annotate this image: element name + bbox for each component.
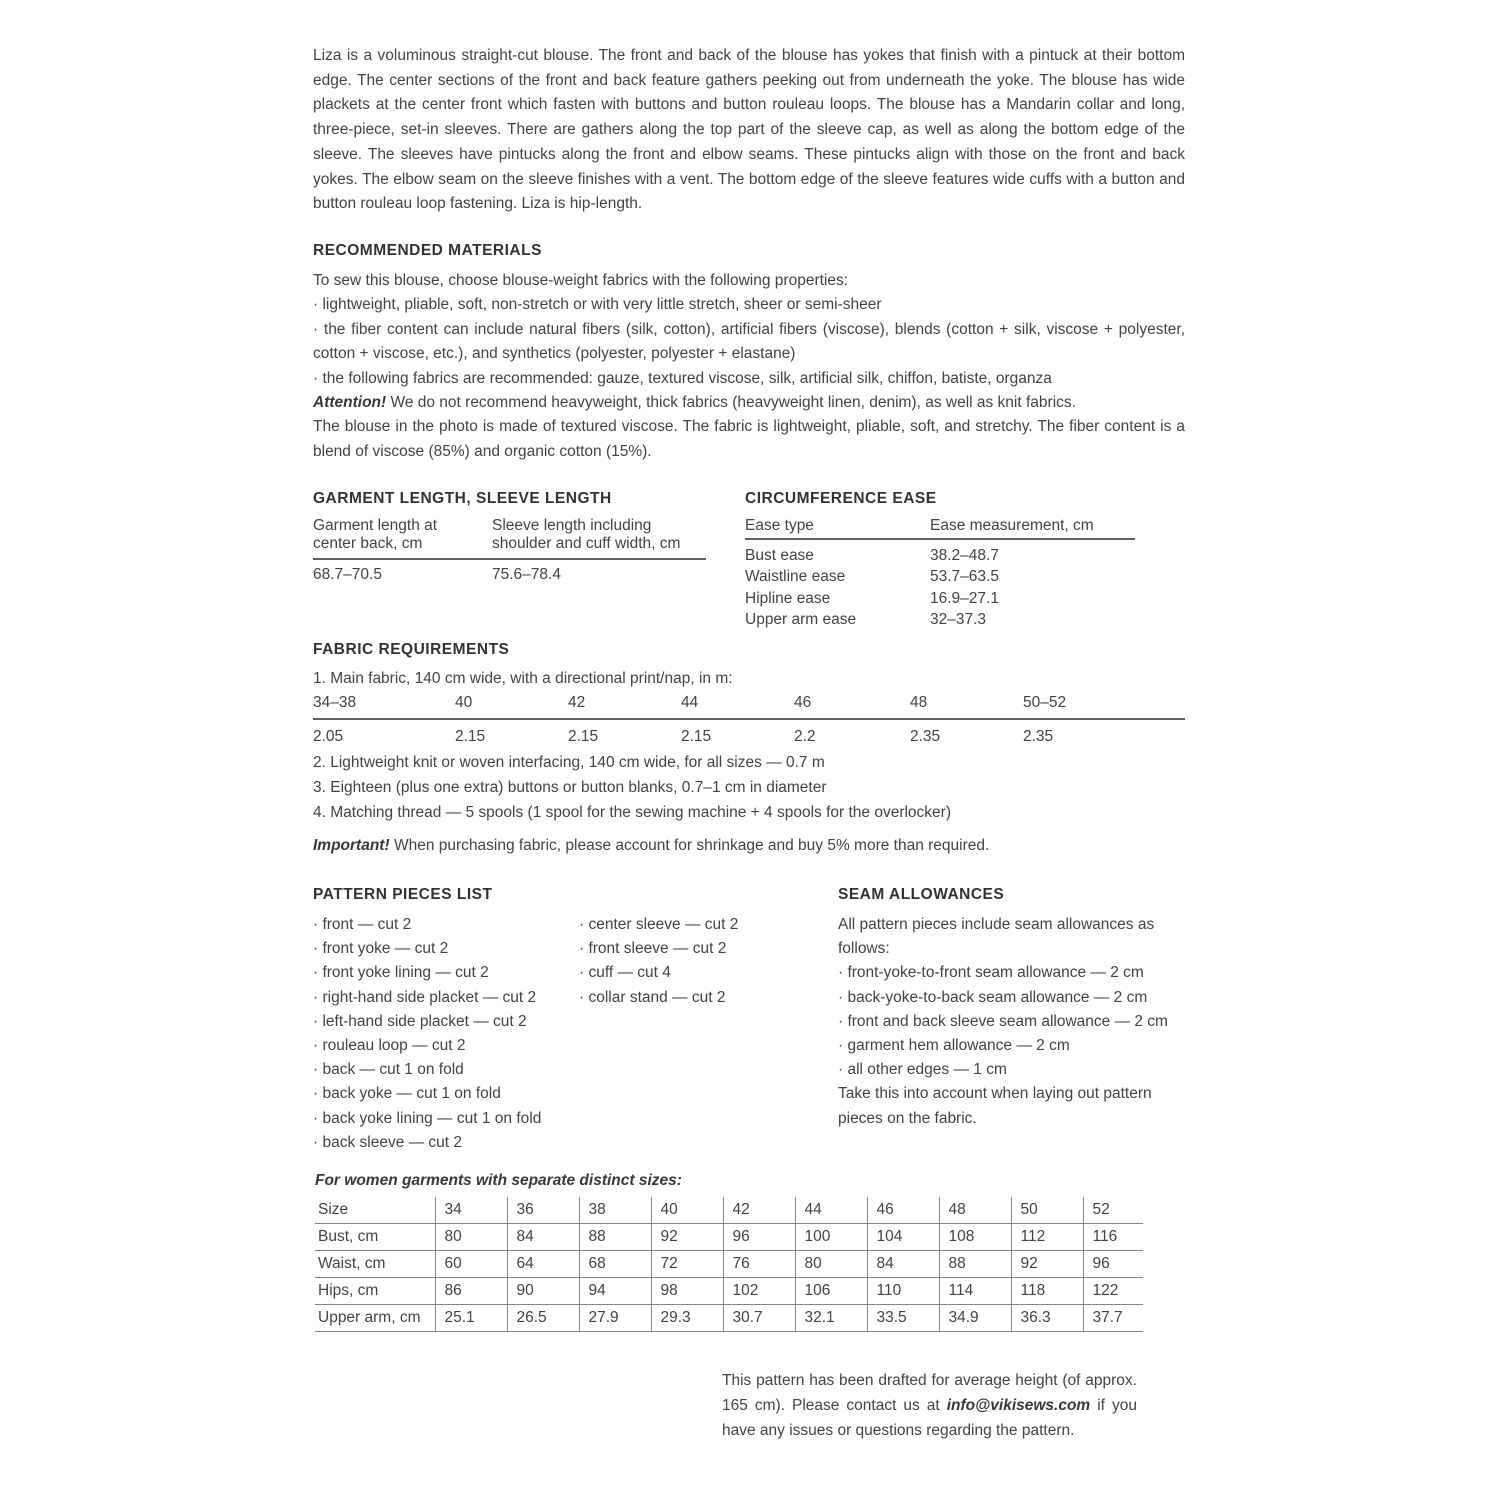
- pieces-and-seams-section: [313, 886, 1185, 1155]
- cell: 32.1: [795, 1305, 867, 1332]
- row-label: Upper arm, cm: [315, 1305, 435, 1332]
- table-row-hips: [315, 1278, 1143, 1305]
- cell: 110: [867, 1278, 939, 1305]
- seam-allowances-intro: All pattern pieces include seam allowances as follows:: [838, 916, 1155, 958]
- ease-value: 32–37.3: [930, 610, 987, 628]
- pattern-piece-item: · back yoke lining — cut 1 on fold: [313, 1109, 542, 1127]
- size-table-section: [315, 1172, 1185, 1332]
- ease-value: 16.9–27.1: [930, 589, 999, 607]
- ease-type: Waistline ease: [745, 568, 846, 586]
- pattern-piece-item: · front — cut 2: [313, 916, 412, 933]
- value-cell: 75.6–78.4: [492, 565, 561, 583]
- seam-allowances-outro: Take this into account when laying out pattern pieces on the fabric.: [838, 1085, 1152, 1127]
- seam-allowance-item: · garment hem allowance — 2 cm: [838, 1037, 1070, 1055]
- cell: 100: [795, 1224, 867, 1251]
- fabric-amount: 2.05: [313, 728, 344, 745]
- recommended-materials-section: [313, 242, 1185, 464]
- table-row-waist: [315, 1251, 1143, 1278]
- cell: 33.5: [867, 1305, 939, 1332]
- fabric-item-4: 4. Matching thread — 5 spools (1 spool for the sewing machine + 4 spools for the overlocker): [313, 804, 951, 822]
- cell: 92: [1011, 1251, 1083, 1278]
- size-header-cell: 40: [651, 1197, 723, 1224]
- size-header-cell: 50: [1011, 1197, 1083, 1224]
- header-rule: [313, 718, 1185, 720]
- materials-bullet: · the following fabrics are recommended: gauze, textured viscose, silk, artificial silk, chiffon, batiste, organza: [313, 369, 1052, 387]
- size-header: 40: [455, 694, 473, 711]
- cell: 108: [939, 1224, 1011, 1251]
- seam-allowances-block: [838, 886, 1185, 1155]
- cell: 37.7: [1083, 1305, 1143, 1332]
- size-header: 48: [910, 694, 928, 711]
- size-table: [315, 1197, 1143, 1332]
- important-note: [313, 837, 1185, 855]
- size-header-cell: 38: [579, 1197, 651, 1224]
- fabric-item-3: 3. Eighteen (plus one extra) buttons or button blanks, 0.7–1 cm in diameter: [313, 779, 827, 797]
- ease-type: Hipline ease: [745, 589, 831, 607]
- size-header: 34–38: [313, 694, 357, 711]
- cell: 102: [723, 1278, 795, 1305]
- important-text: When purchasing fabric, please account for shrinkage and buy 5% more than required.: [389, 837, 990, 854]
- ease-header-row: [745, 517, 1185, 535]
- ease-value: 38.2–48.7: [930, 547, 999, 564]
- cell: 76: [723, 1251, 795, 1278]
- row-label: Bust, cm: [315, 1224, 435, 1251]
- fabric-size-row: [313, 693, 1185, 713]
- cell: 72: [651, 1251, 723, 1278]
- cell: 84: [507, 1224, 579, 1251]
- garment-length-header-row: [313, 517, 745, 553]
- fabric-amount: 2.15: [568, 728, 599, 745]
- seam-allowance-item: · back-yoke-to-back seam allowance — 2 cm: [838, 988, 1148, 1006]
- cell: 112: [1011, 1224, 1083, 1251]
- column-header: Ease measurement, cm: [930, 517, 1094, 534]
- cell: 60: [435, 1251, 507, 1278]
- row-label: Size: [315, 1197, 435, 1224]
- column-header: Garment length at center back, cm: [313, 517, 438, 552]
- circumference-ease-table: [745, 490, 1185, 630]
- cell: 122: [1083, 1278, 1143, 1305]
- pattern-piece-item: · center sleeve — cut 2: [579, 916, 739, 933]
- size-header-cell: 46: [867, 1197, 939, 1224]
- cell: 88: [939, 1251, 1011, 1278]
- materials-bullet: · lightweight, pliable, soft, non-stretch or with very little stretch, sheer or semi-sheer: [313, 296, 882, 314]
- pattern-pieces-list: [313, 886, 838, 1155]
- fabric-amount: 2.35: [1023, 728, 1054, 745]
- header-rule: [313, 558, 706, 560]
- pattern-piece-item: · front sleeve — cut 2: [579, 940, 727, 958]
- size-header-cell: 48: [939, 1197, 1011, 1224]
- pattern-pieces-column-1: [313, 913, 579, 1155]
- footer-note: [722, 1368, 1137, 1444]
- footer-text-before: This pattern has been drafted for average height (of approx. 165 cm). Please contact us at: [722, 1372, 1137, 1415]
- column-header: Sleeve length including shoulder and cuff width, cm: [492, 517, 681, 552]
- cell: 98: [651, 1278, 723, 1305]
- cell: 34.9: [939, 1305, 1011, 1332]
- header-rule: [745, 538, 1135, 540]
- materials-photo-note: The blouse in the photo is made of textured viscose. The fabric is lightweight, pliable, soft, and stretchy. The fiber content is a blend of viscose (85%) and organic cotton (15%).: [313, 418, 1185, 460]
- size-header: 50–52: [1023, 694, 1067, 711]
- seam-allowances-heading: SEAM ALLOWANCES: [838, 886, 1005, 903]
- pattern-piece-item: · back sleeve — cut 2: [313, 1133, 463, 1151]
- fabric-amount: 2.2: [794, 728, 816, 745]
- cell: 68: [579, 1251, 651, 1278]
- pattern-piece-item: · rouleau loop — cut 2: [313, 1037, 466, 1055]
- fabric-amount: 2.15: [455, 728, 486, 745]
- cell: 84: [867, 1251, 939, 1278]
- cell: 90: [507, 1278, 579, 1305]
- fabric-item-2: 2. Lightweight knit or woven interfacing, 140 cm wide, for all sizes — 0.7 m: [313, 754, 825, 771]
- cell: 104: [867, 1224, 939, 1251]
- ease-type: Upper arm ease: [745, 610, 857, 628]
- fabric-value-row: [313, 727, 1185, 747]
- size-header-cell: 52: [1083, 1197, 1143, 1224]
- size-table-caption: For women garments with separate distinct sizes:: [315, 1172, 682, 1189]
- ease-rows: [745, 545, 1185, 630]
- row-label: Hips, cm: [315, 1278, 435, 1305]
- table-row-bust: [315, 1224, 1143, 1251]
- pattern-piece-item: · cuff — cut 4: [579, 964, 671, 982]
- recommended-materials-heading: RECOMMENDED MATERIALS: [313, 242, 542, 259]
- size-header: 42: [568, 694, 586, 711]
- materials-attention-note: [313, 391, 1185, 415]
- cell: 88: [579, 1224, 651, 1251]
- cell: 29.3: [651, 1305, 723, 1332]
- garment-length-table: [313, 490, 745, 630]
- important-label: Important!: [313, 837, 390, 854]
- pattern-piece-item: · front yoke — cut 2: [313, 940, 449, 958]
- footer-email: info@vikisews.com: [946, 1397, 1091, 1415]
- materials-intro: To sew this blouse, choose blouse-weight fabrics with the following properties:: [313, 272, 849, 289]
- garment-length-value-row: [313, 566, 745, 584]
- fabric-requirements-section: [313, 641, 1185, 747]
- cell: 26.5: [507, 1305, 579, 1332]
- pattern-piece-item: · collar stand — cut 2: [579, 988, 726, 1006]
- cell: 36.3: [1011, 1305, 1083, 1332]
- cell: 116: [1083, 1224, 1143, 1251]
- cell: 92: [651, 1224, 723, 1251]
- pattern-pieces-column-2: [579, 913, 838, 1155]
- row-label: Waist, cm: [315, 1251, 435, 1278]
- pattern-pieces-heading: PATTERN PIECES LIST: [313, 886, 493, 903]
- measurements-section: [313, 490, 1185, 630]
- size-header: 46: [794, 694, 812, 711]
- ease-type: Bust ease: [745, 547, 814, 564]
- cell: 118: [1011, 1278, 1083, 1305]
- pattern-piece-item: · back yoke — cut 1 on fold: [313, 1085, 501, 1103]
- pattern-piece-item: · front yoke lining — cut 2: [313, 964, 489, 982]
- pattern-piece-item: · right-hand side placket — cut 2: [313, 988, 537, 1006]
- cell: 64: [507, 1251, 579, 1278]
- size-header-cell: 42: [723, 1197, 795, 1224]
- fabric-amount: 2.15: [681, 728, 712, 745]
- pattern-piece-item: · back — cut 1 on fold: [313, 1061, 464, 1079]
- attention-label: Attention!: [313, 394, 387, 412]
- attention-text: We do not recommend heavyweight, thick fabrics (heavyweight linen, denim), as well as knit fabrics.: [386, 394, 1076, 412]
- cell: 106: [795, 1278, 867, 1305]
- size-header-row: [315, 1197, 1143, 1224]
- size-header-cell: 36: [507, 1197, 579, 1224]
- seam-allowance-item: · all other edges — 1 cm: [838, 1061, 1007, 1079]
- materials-bullet: · the fiber content can include natural fibers (silk, cotton), artificial fibers (viscose), blends (cotton + silk, viscose + polyester, cotton + viscose, etc.), and synthetics (polyester, polyester + elastane): [313, 320, 1185, 363]
- ease-value: 53.7–63.5: [930, 568, 999, 586]
- cell: 86: [435, 1278, 507, 1305]
- cell: 30.7: [723, 1305, 795, 1332]
- seam-allowance-item: · front-yoke-to-front seam allowance — 2 cm: [838, 964, 1144, 982]
- garment-length-heading: GARMENT LENGTH, SLEEVE LENGTH: [313, 490, 612, 507]
- cell: 80: [795, 1251, 867, 1278]
- table-row-upper-arm: [315, 1305, 1143, 1332]
- fabric-item-1: 1. Main fabric, 140 cm wide, with a directional print/nap, in m:: [313, 670, 733, 687]
- pattern-piece-item: · left-hand side placket — cut 2: [313, 1012, 527, 1030]
- size-header: 44: [681, 694, 699, 711]
- size-header-cell: 44: [795, 1197, 867, 1224]
- footer-text-after: if you have any issues or questions regarding the pattern.: [722, 1397, 1137, 1440]
- fabric-requirements-heading: FABRIC REQUIREMENTS: [313, 641, 510, 658]
- size-header-cell: 34: [435, 1197, 507, 1224]
- cell: 94: [579, 1278, 651, 1305]
- cell: 80: [435, 1224, 507, 1251]
- cell: 25.1: [435, 1305, 507, 1332]
- column-header: Ease type: [745, 517, 814, 534]
- fabric-amount: 2.35: [910, 728, 941, 745]
- fabric-items-section: [313, 750, 1185, 826]
- value-cell: 68.7–70.5: [313, 565, 382, 583]
- cell: 114: [939, 1278, 1011, 1305]
- cell: 96: [1083, 1251, 1143, 1278]
- cell: 96: [723, 1224, 795, 1251]
- seam-allowance-item: · front and back sleeve seam allowance — 2 cm: [838, 1012, 1168, 1030]
- circumference-ease-heading: CIRCUMFERENCE EASE: [745, 490, 937, 507]
- cell: 27.9: [579, 1305, 651, 1332]
- intro-paragraph: Liza is a voluminous straight-cut blouse. The front and back of the blouse has yokes that finish with a pintuck at their bottom edge. The center sections of the front and back feature gathers peeking out from underneath the yoke. The blouse has wide plackets at the center front which fasten with buttons and button rouleau loops. The blouse has a Mandarin collar and long, three-piece, set-in sleeves. There are gathers along the top part of the sleeve cap, as well as along the bottom edge of the sleeve. The sleeves have pintucks along the front and elbow seams. These pintucks align with those on the front and back yokes. The elbow seam on the sleeve finishes with a vent. The bottom edge of the sleeve features wide cuffs with a button and button rouleau loop fastening. Liza is hip-length.: [313, 47, 1185, 213]
